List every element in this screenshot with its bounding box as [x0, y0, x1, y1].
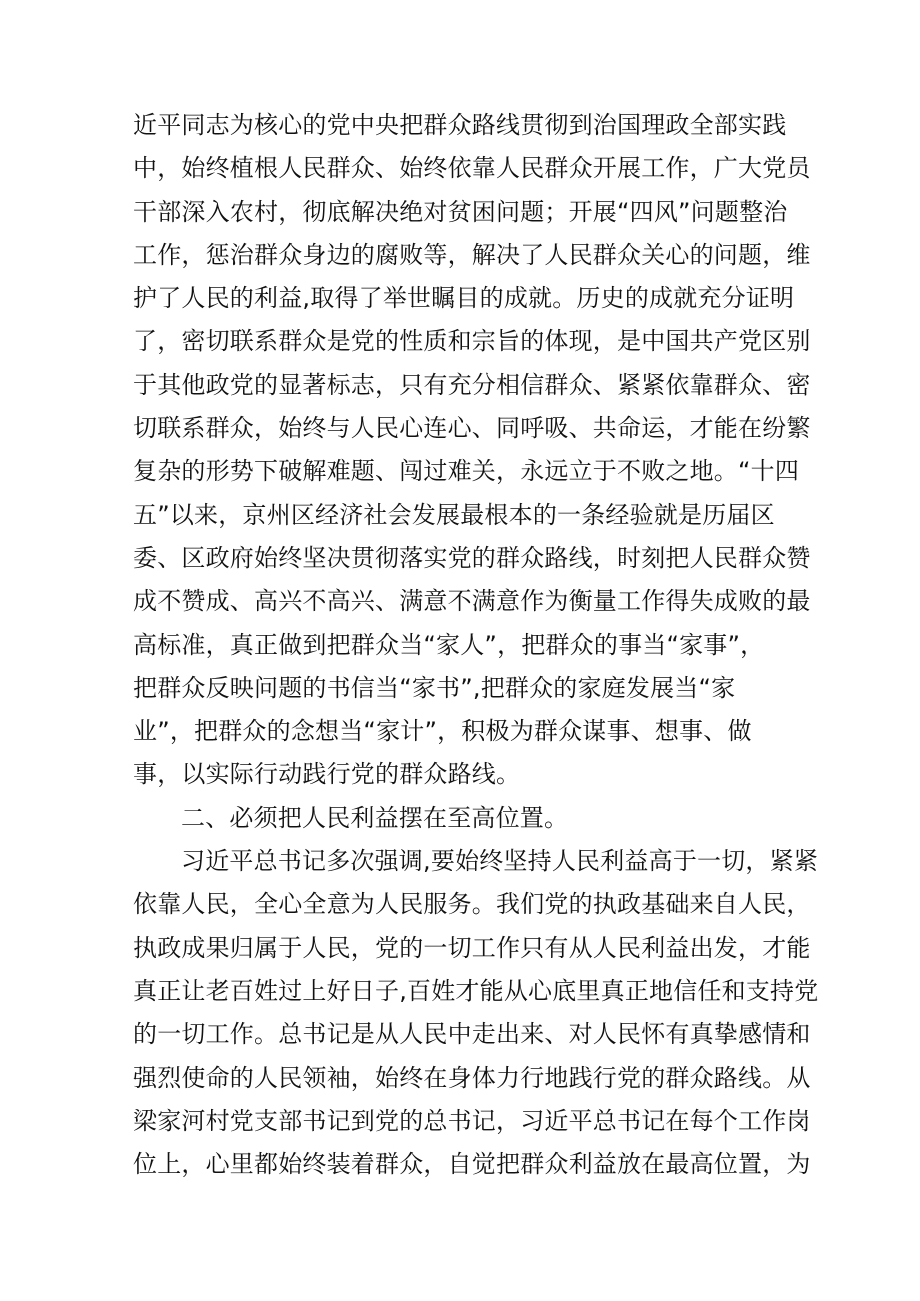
text-line: 高标准，真正做到把群众当“家人”，把群众的事当“家事”， [133, 630, 765, 659]
text-line: 近平同志为核心的党中央把群众路线贯彻到治国理政全部实践 [133, 111, 787, 139]
text-line: 成不赞成、高兴不高兴、满意不满意作为衡量工作得失成败的最 [133, 587, 811, 616]
text-line: 切联系群众，始终与人民心连心、同呼吸、共命运，才能在纷繁 [133, 414, 811, 443]
text-line: 真正让老百姓过上好日子,百姓才能从心底里真正地信任和支持党 [133, 976, 819, 1005]
text-line: 工作，惩治群众身边的腐败等，解决了人民群众关心的问题，维 [133, 240, 811, 269]
text-line: 复杂的形势下破解难题、闯过难关，永远立于不败之地。“十四 [133, 457, 800, 486]
text-line: 事，以实际行动践行党的群众路线。 [133, 760, 521, 789]
text-line: 强烈使命的人民领袖，始终在身体力行地践行党的群众路线。从 [133, 1063, 811, 1092]
text-line: 业”，把群众的念想当“家计”，积极为群众谋事、想事、做 [133, 717, 752, 746]
text-line: 干部深入农村，彻底解决绝对贫困问题；开展“四风”问题整治 [133, 197, 788, 226]
text-line: 习近平总书记多次强调,要始终坚持人民利益高于一切，紧紧 [181, 847, 819, 876]
text-line: 了，密切联系群众是党的性质和宗旨的体现，是中国共产党区别 [133, 327, 811, 356]
text-line: 位上，心里都始终装着群众，自觉把群众利益放在最高位置，为 [133, 1150, 811, 1179]
text-line: 梁家河村党支部书记到党的总书记，习近平总书记在每个工作岗 [133, 1106, 811, 1135]
text-line: 护了人民的利益,取得了举世瞩目的成就。历史的成就充分证明 [133, 284, 795, 313]
text-line: 于其他政党的显著标志，只有充分相信群众、紧紧依靠群众、密 [133, 370, 811, 399]
text-line: 中，始终植根人民群众、始终依靠人民群众开展工作，广大党员 [133, 154, 811, 183]
body-text [133, 104, 819, 1186]
text-line: 委、区政府始终坚决贯彻落实党的群众路线，时刻把人民群众赞 [133, 543, 811, 572]
text-line: 把群众反映问题的书信当“家书”,把群众的家庭发展当“家 [133, 673, 736, 702]
section-heading: 二、必须把人民利益摆在至高位置。 [181, 803, 569, 832]
text-line: 的一切工作。总书记是从人民中走出来、对人民怀有真挚感情和 [133, 1020, 811, 1049]
text-line: 依靠人民，全心全意为人民服务。我们党的执政基础来自人民， [133, 890, 811, 919]
text-line: 五”以来，京州区经济社会发展最根本的一条经验就是历届区 [133, 500, 775, 529]
text-line: 执政成果归属于人民，党的一切工作只有从人民利益出发，才能 [133, 933, 811, 962]
